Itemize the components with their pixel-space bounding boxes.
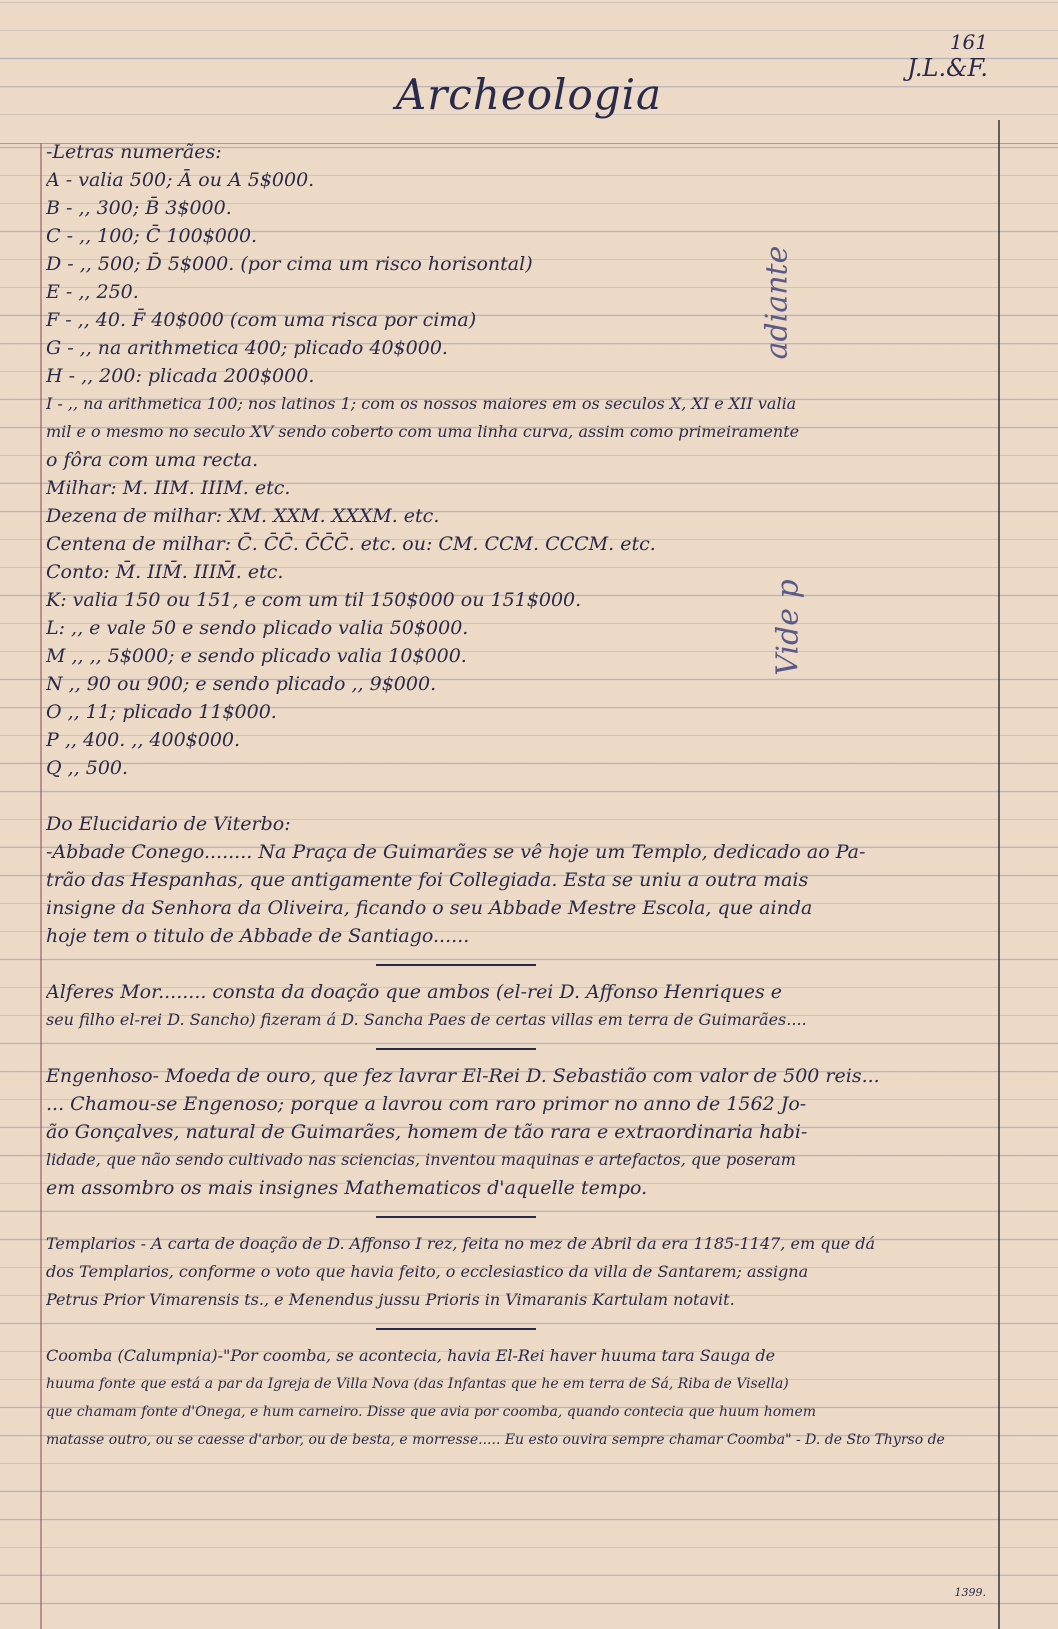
manuscript-text: [46, 138, 992, 1454]
text-line: mil e o mesmo no seculo XV sendo coberto com uma linha curva, assim como primeiramente: [46, 422, 800, 441]
text-line: Dezena de milhar: XM. XXM. XXXM. etc.: [46, 505, 440, 527]
text-line: M ,, ,, 5$000; e sendo plicado valia 10$000.: [46, 645, 467, 667]
text-line: Milhar: M. IIM. IIIM. etc.: [46, 477, 291, 499]
margin-note-adiante: adiante: [759, 245, 795, 360]
closing-year: 1399.: [954, 1586, 986, 1599]
folio-number: 161: [949, 30, 988, 54]
text-line: Petrus Prior Vimarensis ts., e Menendus jussu Prioris in Vimaranis Kartulam notavit.: [46, 1290, 735, 1309]
text-line: Conto: M̄. IIM̄. IIIM̄. etc.: [46, 561, 284, 583]
folio-initials: J.L.&F.: [907, 54, 988, 82]
text-line: E - ,, 250.: [46, 281, 139, 303]
text-line: A - valia 500; Ā ou A 5$000.: [46, 169, 315, 191]
text-line: lidade, que não sendo cultivado nas sciencias, inventou maquinas e artefactos, que poseram: [46, 1150, 796, 1169]
text-line: O ,, 11; plicado 11$000.: [46, 701, 277, 723]
section-heading: Do Elucidario de Viterbo:: [46, 813, 291, 835]
text-line: Alferes Mor........ consta da doação que ambos (el-rei D. Affonso Henriques e: [46, 981, 783, 1003]
text-line: Coomba (Calumpnia)-"Por coomba, se acontecia, havia El-Rei haver huuma tara Sauga de: [46, 1346, 776, 1365]
text-line: seu filho el-rei D. Sancho) fizeram á D. Sancha Paes de certas villas em terra de Guimarães....: [46, 1010, 807, 1029]
blank-line: [46, 782, 992, 810]
text-line: D - ,, 500; D̄ 5$000. (por cima um risco horisontal): [46, 253, 533, 275]
text-line: L: ,, e vale 50 e sendo plicado valia 50$000.: [46, 617, 469, 639]
text-line: Templarios - A carta de doação de D. Affonso I rez, feita no mez de Abril da era 1185-1147, em que dá: [46, 1234, 876, 1253]
text-line: matasse outro, ou se caesse d'arbor, ou de besta, e morresse..... Eu esto ouvira sempre chamar Coomba" - D. de Sto Thyrso de: [46, 1432, 945, 1448]
text-line: N ,, 90 ou 900; e sendo plicado ,, 9$000.: [46, 673, 437, 695]
text-line: que chamam fonte d'Onega, e hum carneiro. Disse que avia por coomba, quando contecia que huum homem: [46, 1404, 817, 1420]
right-margin-rule: [998, 120, 1000, 1629]
text-line: -Abbade Conego........ Na Praça de Guimarães se vê hoje um Templo, dedicado ao Pa-: [46, 841, 866, 863]
text-line: Engenhoso- Moeda de ouro, que fez lavrar El-Rei D. Sebastião com valor de 500 reis...: [46, 1065, 880, 1087]
text-line: Centena de milhar: C̄. C̄C̄. C̄C̄C̄. etc. ou: CM. CCM. CCCM. etc.: [46, 533, 656, 555]
text-line: K: valia 150 ou 151, e com um til 150$000 ou 151$000.: [46, 589, 582, 611]
text-line: hoje tem o titulo de Abbade de Santiago......: [46, 925, 470, 947]
section-divider: [46, 1314, 992, 1342]
left-margin-rule: [40, 143, 42, 1629]
text-line: trão das Hespanhas, que antigamente foi Collegiada. Esta se uniu a outra mais: [46, 869, 809, 891]
text-line: insigne da Senhora da Oliveira, ficando o seu Abbade Mestre Escola, que ainda: [46, 897, 813, 919]
text-line: o fôra com uma recta.: [46, 449, 259, 471]
text-line: -Letras numerães:: [46, 141, 222, 163]
text-line: I - ,, na arithmetica 100; nos latinos 1; com os nossos maiores em os seculos X, XI e XII valia: [46, 394, 797, 413]
text-line: P ,, 400. ,, 400$000.: [46, 729, 241, 751]
text-line: G - ,, na arithmetica 400; plicado 40$000.: [46, 337, 448, 359]
text-line: C - ,, 100; C̄ 100$000.: [46, 225, 258, 247]
margin-note-vide: Vide p: [770, 579, 806, 676]
page-title: Archeologia: [395, 70, 663, 119]
section-divider: [46, 1034, 992, 1062]
text-line: H - ,, 200: plicada 200$000.: [46, 365, 315, 387]
text-line: F - ,, 40. F̄ 40$000 (com uma risca por cima): [46, 309, 477, 331]
text-line: ... Chamou-se Engenoso; porque a lavrou com raro primor no anno de 1562 Jo-: [46, 1093, 807, 1115]
text-line: B - ,, 300; B̄ 3$000.: [46, 197, 232, 219]
text-line: em assombro os mais insignes Mathematicos d'aquelle tempo.: [46, 1177, 648, 1199]
text-line: huuma fonte que está a par da Igreja de Villa Nova (das Infantas que he em terra de Sá, Riba de Visella): [46, 1376, 789, 1392]
section-divider: [46, 950, 992, 978]
text-line: Q ,, 500.: [46, 757, 129, 779]
section-divider: [46, 1202, 992, 1230]
text-line: dos Templarios, conforme o voto que havia feito, o ecclesiastico da villa de Santarem; assigna: [46, 1262, 809, 1281]
text-line: ão Gonçalves, natural de Guimarães, homem de tão rara e extraordinaria habi-: [46, 1121, 808, 1143]
